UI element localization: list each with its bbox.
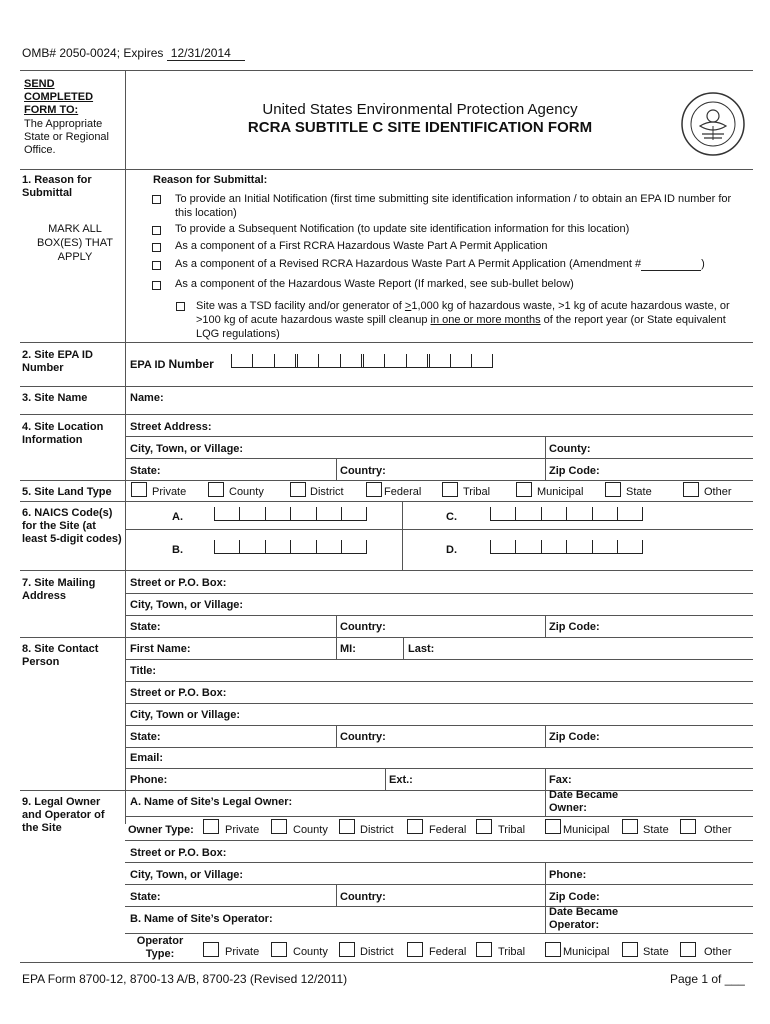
form-number: EPA Form 8700-12, 8700-13 A/B, 8700-23 (Revised 12/2011): [22, 972, 348, 986]
contact-mi-field[interactable]: MI:: [340, 643, 356, 655]
initial-notification-checkbox[interactable]: [152, 193, 161, 205]
page-total-field[interactable]: ___: [724, 972, 745, 986]
naics-b-input[interactable]: [214, 541, 367, 554]
operator-state-checkbox[interactable]: [622, 942, 638, 957]
mailing-street-field[interactable]: Street or P.O. Box:: [130, 577, 227, 589]
owner-private-label: Private: [225, 824, 260, 836]
send-to-body: The Appropriate State or Regional Office.: [24, 118, 109, 156]
owner-tribal-checkbox[interactable]: [476, 819, 492, 834]
operator-tribal-label: Tribal: [498, 946, 526, 958]
land-state-label: State: [626, 486, 652, 498]
operator-tribal-checkbox[interactable]: [476, 942, 492, 957]
contact-city-field[interactable]: City, Town or Village:: [130, 709, 241, 721]
mailing-zip-field[interactable]: Zip Code:: [549, 621, 600, 633]
section-3-label: 3. Site Name: [22, 392, 88, 404]
operator-district-label: District: [360, 946, 394, 958]
owner-county-checkbox[interactable]: [271, 819, 287, 834]
section-8-label: 8. Site Contact Person: [22, 643, 99, 668]
owner-state-checkbox[interactable]: [622, 819, 638, 834]
land-district-label: District: [310, 486, 344, 498]
contact-ext-field[interactable]: Ext.:: [389, 774, 413, 786]
owner-other-checkbox[interactable]: [680, 819, 696, 834]
owner-district-label: District: [360, 824, 394, 836]
contact-fax-field[interactable]: Fax:: [549, 774, 572, 786]
expiry-date[interactable]: 12/31/2014: [167, 46, 245, 61]
mark-all-note: MARK ALL BOX(ES) THAT APPLY: [37, 223, 113, 263]
owner-municipal-label: Municipal: [563, 824, 610, 836]
owner-federal-checkbox[interactable]: [407, 819, 423, 834]
land-municipal-label: Municipal: [537, 486, 584, 498]
naics-b-label: B.: [172, 544, 183, 556]
contact-first-name-field[interactable]: First Name:: [130, 643, 191, 655]
land-federal-checkbox[interactable]: [366, 482, 382, 497]
operator-municipal-checkbox[interactable]: [545, 942, 561, 957]
site-name-field[interactable]: Name:: [130, 392, 164, 404]
owner-phone-field[interactable]: Phone:: [549, 869, 587, 881]
section-9-label: 9. Legal Owner and Operator of the Site: [22, 796, 105, 834]
operator-district-checkbox[interactable]: [339, 942, 355, 957]
naics-a-label: A.: [172, 511, 183, 523]
hazardous-waste-report-checkbox[interactable]: [152, 279, 161, 291]
mailing-state-field[interactable]: State:: [130, 621, 161, 633]
owner-other-label: Other: [704, 824, 732, 836]
owner-country-field[interactable]: Country:: [340, 891, 386, 903]
zip-field[interactable]: Zip Code:: [549, 465, 600, 477]
owner-tribal-label: Tribal: [498, 824, 526, 836]
tsd-facility-checkbox[interactable]: [176, 300, 185, 312]
hazardous-waste-report-label: As a component of the Hazardous Waste Report (If marked, see sub-bullet below): [175, 278, 574, 290]
street-address-field[interactable]: Street Address:: [130, 421, 212, 433]
epa-id-input[interactable]: [231, 355, 493, 368]
land-county-checkbox[interactable]: [208, 482, 224, 497]
amendment-number-field[interactable]: [641, 258, 701, 271]
land-district-checkbox[interactable]: [290, 482, 306, 497]
city-field[interactable]: City, Town, or Village:: [130, 443, 244, 455]
revised-permit-label: As a component of a Revised RCRA Hazardous Waste Part A Permit Application (Amendment # ): [175, 258, 705, 270]
contact-email-field[interactable]: Email:: [130, 752, 164, 764]
contact-street-field[interactable]: Street or P.O. Box:: [130, 687, 227, 699]
state-field[interactable]: State:: [130, 465, 161, 477]
operator-municipal-label: Municipal: [563, 946, 610, 958]
contact-state-field[interactable]: State:: [130, 731, 161, 743]
contact-title-field[interactable]: Title:: [130, 665, 157, 677]
first-permit-label: As a component of a First RCRA Hazardous Waste Part A Permit Application: [175, 240, 548, 252]
revision-date: 12/2011): [300, 972, 348, 986]
operator-other-label: Other: [704, 946, 732, 958]
contact-zip-field[interactable]: Zip Code:: [549, 731, 600, 743]
owner-street-field[interactable]: Street or P.O. Box:: [130, 847, 227, 859]
first-permit-checkbox[interactable]: [152, 241, 161, 253]
owner-state-label: State: [643, 824, 669, 836]
operator-other-checkbox[interactable]: [680, 942, 696, 957]
date-became-operator-field[interactable]: Date Became Operator:: [549, 906, 619, 931]
land-tribal-checkbox[interactable]: [442, 482, 458, 497]
land-federal-label: Federal: [384, 486, 422, 498]
subsequent-notification-label: To provide a Subsequent Notification (to update site identification information for this location): [175, 223, 630, 235]
operator-federal-label: Federal: [429, 946, 467, 958]
land-private-checkbox[interactable]: [131, 482, 147, 497]
contact-phone-field[interactable]: Phone:: [130, 774, 168, 786]
form-title: RCRA SUBTITLE C SITE IDENTIFICATION FORM: [247, 119, 593, 136]
reason-heading: Reason for Submittal:: [153, 174, 268, 186]
send-to-heading: SEND COMPLETED FORM TO:: [24, 78, 94, 116]
land-other-label: Other: [704, 486, 732, 498]
land-tribal-label: Tribal: [463, 486, 491, 498]
land-other-checkbox[interactable]: [683, 482, 699, 497]
mailing-country-field[interactable]: Country:: [340, 621, 386, 633]
mailing-city-field[interactable]: City, Town, or Village:: [130, 599, 244, 611]
revised-permit-checkbox[interactable]: [152, 259, 161, 271]
tsd-facility-label: Site was a TSD facility and/or generator of >1,000 kg of hazardous waste, >1 kg of acute hazardous waste, or >100 kg of acute hazardous waste spill cleanup in one or more months of the report year (or State equivalent LQG regulations): [196, 300, 730, 340]
operator-private-checkbox[interactable]: [203, 942, 219, 957]
section-4-label: 4. Site Location Information: [22, 421, 104, 446]
owner-city-field[interactable]: City, Town, or Village:: [130, 869, 244, 881]
subsequent-notification-checkbox[interactable]: [152, 224, 161, 236]
operator-county-label: County: [293, 946, 328, 958]
contact-last-name-field[interactable]: Last:: [408, 643, 435, 655]
date-became-owner-field[interactable]: Date Became Owner:: [549, 789, 619, 814]
owner-municipal-checkbox[interactable]: [545, 819, 561, 834]
owner-federal-label: Federal: [429, 824, 467, 836]
owner-zip-field[interactable]: Zip Code:: [549, 891, 600, 903]
land-municipal-checkbox[interactable]: [516, 482, 532, 497]
epa-id-label: EPA ID Number: [130, 357, 214, 371]
agency-name: United States Environmental Protection Agency: [262, 101, 578, 118]
section-7-label: 7. Site Mailing Address: [22, 577, 96, 602]
section-5-label: 5. Site Land Type: [22, 486, 112, 498]
omb-number: [22, 46, 245, 60]
naics-d-input[interactable]: [490, 541, 643, 554]
initial-notification-label: To provide an Initial Notification (first time submitting site identification information / to obtain an EPA ID number for this location): [175, 193, 732, 219]
naics-a-input[interactable]: [214, 508, 367, 521]
owner-state-field[interactable]: State:: [130, 891, 161, 903]
operator-county-checkbox[interactable]: [271, 942, 287, 957]
owner-district-checkbox[interactable]: [339, 819, 355, 834]
section-2-label: 2. Site EPA ID Number: [22, 349, 93, 374]
operator-name-field[interactable]: B. Name of Site’s Operator:: [130, 913, 273, 925]
land-private-label: Private: [152, 486, 187, 498]
country-field[interactable]: Country:: [340, 465, 386, 477]
operator-state-label: State: [643, 946, 669, 958]
omb-text: OMB# 2050-0024; Expires: [22, 46, 164, 60]
owner-private-checkbox[interactable]: [203, 819, 219, 834]
owner-type-label: Owner Type:: [128, 824, 194, 836]
naics-c-label: C.: [446, 511, 457, 523]
section-1-label: 1. Reason for Submittal: [22, 174, 92, 199]
naics-d-label: D.: [446, 544, 457, 556]
contact-country-field[interactable]: Country:: [340, 731, 386, 743]
owner-name-field[interactable]: A. Name of Site’s Legal Owner:: [130, 796, 293, 808]
epa-seal-icon: [680, 82, 746, 166]
naics-c-input[interactable]: [490, 508, 643, 521]
operator-federal-checkbox[interactable]: [407, 942, 423, 957]
county-field[interactable]: County:: [549, 443, 591, 455]
land-county-label: County: [229, 486, 264, 498]
operator-private-label: Private: [225, 946, 260, 958]
section-6-label: 6. NAICS Code(s) for the Site (at least 5-digit codes): [22, 507, 122, 545]
owner-county-label: County: [293, 824, 328, 836]
page-number: Page 1 of ___: [670, 972, 745, 986]
land-state-checkbox[interactable]: [605, 482, 621, 497]
operator-type-label: Operator Type:: [136, 935, 184, 960]
